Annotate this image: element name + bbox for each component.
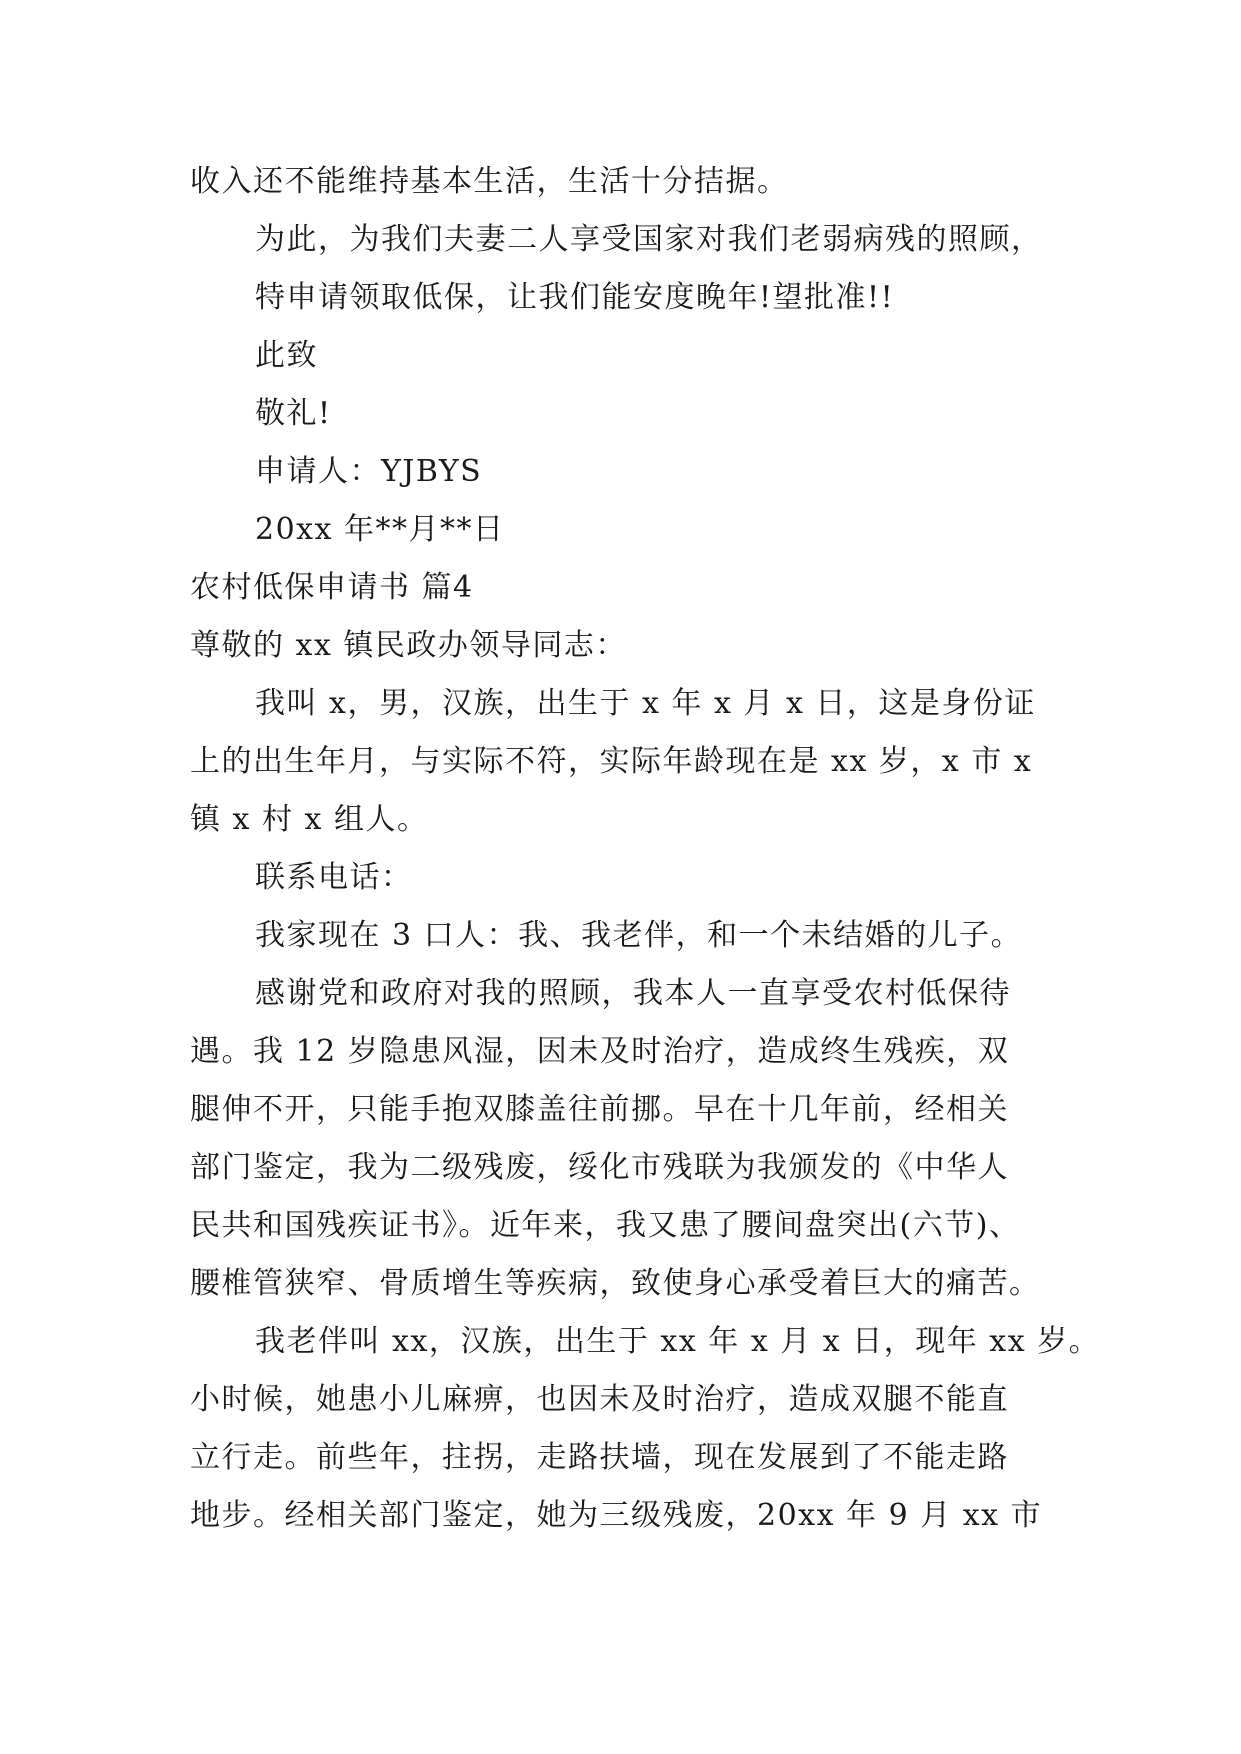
text-line: 地步。经相关部门鉴定，她为三级残废，20xx 年 9 月 xx 市 xyxy=(190,1498,1043,1533)
text-line: 此致 xyxy=(255,338,318,373)
text-line: 上的出生年月，与实际不符，实际年龄现在是 xx 岁，x 市 x xyxy=(190,744,1033,779)
text-line: 联系电话： xyxy=(255,860,413,895)
text-line: 申请人：YJBYS xyxy=(255,454,483,489)
text-line: 我家现在 3 口人：我、我老伴，和一个未结婚的儿子。 xyxy=(255,918,1023,953)
text-line: 感谢党和政府对我的照顾，我本人一直享受农村低保待 xyxy=(255,976,1011,1011)
text-line: 腰椎管狭窄、骨质增生等疾病，致使身心承受着巨大的痛苦。 xyxy=(190,1266,1041,1301)
text-line: 收入还不能维持基本生活，生活十分拮据。 xyxy=(190,164,789,199)
salutation: 尊敬的 xx 镇民政办领导同志： xyxy=(190,628,627,663)
text-line: 特申请领取低保，让我们能安度晚年!望批准!! xyxy=(255,280,895,315)
text-line: 立行走。前些年，拄拐，走路扶墙，现在发展到了不能走路 xyxy=(190,1440,1009,1475)
text-line: 镇 x 村 x 组人。 xyxy=(190,802,429,837)
text-line: 为此，为我们夫妻二人享受国家对我们老弱病残的照顾， xyxy=(255,222,1043,257)
text-line: 部门鉴定，我为二级残废，绥化市残联为我颁发的《中华人 xyxy=(190,1150,1009,1185)
text-line: 民共和国残疾证书》。近年来，我又患了腰间盘突出(六节)、 xyxy=(190,1208,1021,1243)
text-line: 敬礼! xyxy=(255,396,332,431)
text-line: 20xx 年**月**日 xyxy=(255,512,505,547)
text-line: 我老伴叫 xx，汉族，出生于 xx 年 x 月 x 日，现年 xx 岁。 xyxy=(255,1324,1101,1359)
text-line: 腿伸不开，只能手抱双膝盖往前挪。早在十几年前，经相关 xyxy=(190,1092,1009,1127)
text-line: 遇。我 12 岁隐患风湿，因未及时治疗，造成终生残疾，双 xyxy=(190,1034,1010,1069)
text-line: 小时候，她患小儿麻痹，也因未及时治疗，造成双腿不能直 xyxy=(190,1382,1009,1417)
text-line: 我叫 x，男，汉族，出生于 x 年 x 月 x 日，这是身份证 xyxy=(255,686,1036,721)
section-heading: 农村低保申请书 篇4 xyxy=(190,570,474,605)
